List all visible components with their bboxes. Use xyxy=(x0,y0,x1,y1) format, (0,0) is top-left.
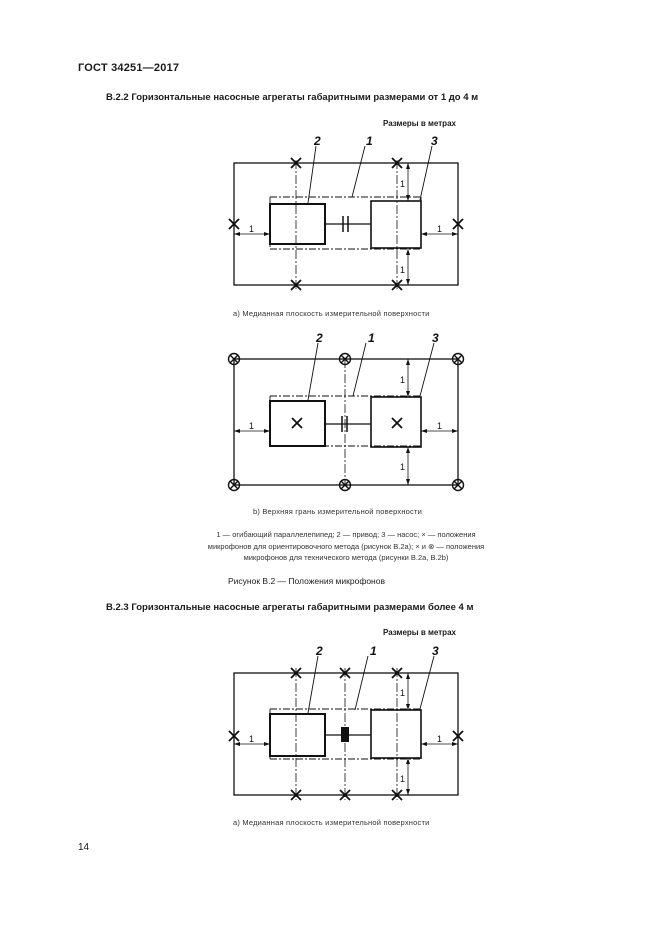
figure-b23-a-caption: а) Медианная плоскость измерительной поверхности xyxy=(233,818,430,827)
pump-box xyxy=(371,710,421,758)
dimension-label: 1 xyxy=(400,688,406,698)
callout-envelope: 1 xyxy=(370,644,377,658)
callout-drive: 2 xyxy=(314,134,321,148)
dimension-label: 1 xyxy=(249,421,255,431)
coupling xyxy=(341,727,349,742)
page-number: 14 xyxy=(78,842,90,853)
dimension-label: 1 xyxy=(249,224,255,234)
figure-b22-b-caption: b) Верхняя грань измерительной поверхности xyxy=(253,507,423,516)
dimension-label: 1 xyxy=(437,224,443,234)
dimension-label: 1 xyxy=(400,179,406,189)
callout-drive: 2 xyxy=(316,331,323,345)
dimension-label: 1 xyxy=(400,462,406,472)
callout-drive: 2 xyxy=(316,644,323,658)
dimension-label: 1 xyxy=(400,375,406,385)
units-note-b23: Размеры в метрах xyxy=(383,628,456,637)
legend-line: микрофонов для ориентировочного метода (рисунок В.2а); × и ⊗ — положения xyxy=(207,541,485,551)
callout-pump: 3 xyxy=(432,331,439,345)
units-note-b22: Размеры в метрах xyxy=(383,119,456,128)
dimension-label: 1 xyxy=(400,774,406,784)
legend-line: 1 — огибающий параллелепипед; 2 — привод; 3 — насос; × — положения xyxy=(216,530,476,539)
figure-title: Рисунок В.2 — Положения микрофонов xyxy=(228,576,385,586)
document-header: ГОСТ 34251—2017 xyxy=(78,62,180,74)
section-b22-title: В.2.2 Горизонтальные насосные агрегаты габаритными размерами от 1 до 4 м xyxy=(106,92,479,103)
figure-b22-a-caption: а) Медианная плоскость измерительной поверхности xyxy=(233,309,430,318)
leader-lines xyxy=(308,656,434,713)
drive-box xyxy=(270,714,325,756)
dimension-label: 1 xyxy=(249,734,255,744)
callout-envelope: 1 xyxy=(366,134,373,148)
callout-envelope: 1 xyxy=(368,331,375,345)
dimension-label: 1 xyxy=(400,265,406,275)
callout-pump: 3 xyxy=(432,644,439,658)
dimension-label: 1 xyxy=(437,421,443,431)
callout-pump: 3 xyxy=(431,134,438,148)
section-b23-title: В.2.3 Горизонтальные насосные агрегаты габаритными размерами более 4 м xyxy=(106,602,474,613)
dimension-label: 1 xyxy=(437,734,443,744)
legend-line: микрофонов для технического метода (рисунки В.2а, В.2b) xyxy=(243,553,449,562)
